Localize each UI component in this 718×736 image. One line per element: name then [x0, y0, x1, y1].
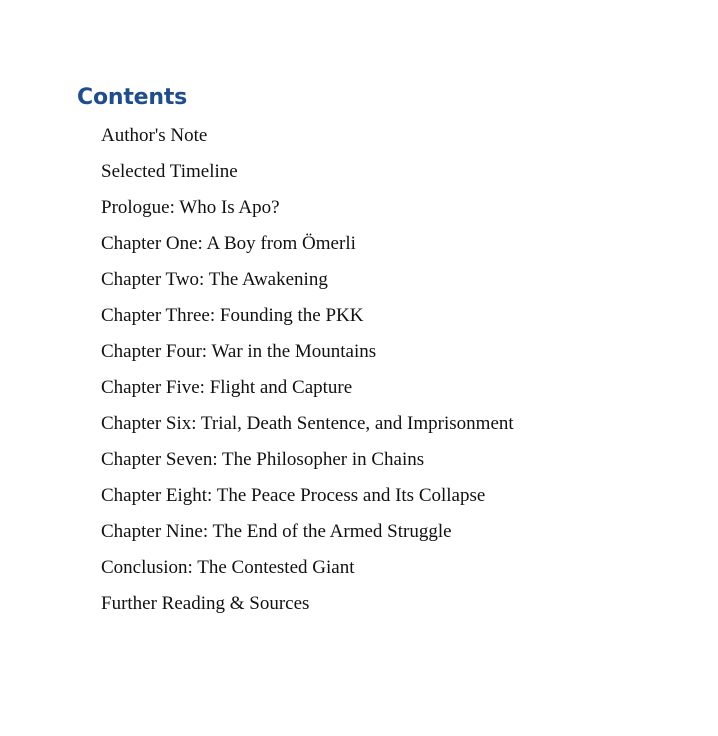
- toc-entry: Conclusion: The Contested Giant: [101, 557, 355, 578]
- toc-entry: Chapter Three: Founding the PKK: [101, 305, 364, 326]
- toc-entry: Chapter Six: Trial, Death Sentence, and Imprisonment: [101, 413, 514, 434]
- toc-entry: Chapter Seven: The Philosopher in Chains: [101, 449, 425, 470]
- toc-list: [101, 124, 514, 628]
- toc-entry: Chapter Two: The Awakening: [101, 269, 328, 290]
- toc-entry: Chapter Five: Flight and Capture: [101, 377, 353, 398]
- toc-entry: Author's Note: [101, 125, 208, 146]
- toc-entry: Chapter Four: War in the Mountains: [101, 341, 377, 362]
- contents-heading: Contents: [77, 85, 188, 110]
- toc-entry: Chapter Eight: The Peace Process and Its Collapse: [101, 485, 486, 506]
- toc-entry: Chapter One: A Boy from Ömerli: [101, 233, 356, 254]
- toc-entry: Prologue: Who Is Apo?: [101, 197, 280, 218]
- toc-entry: Selected Timeline: [101, 161, 238, 182]
- toc-entry: Further Reading & Sources: [101, 593, 310, 614]
- toc-entry: Chapter Nine: The End of the Armed Struggle: [101, 521, 452, 542]
